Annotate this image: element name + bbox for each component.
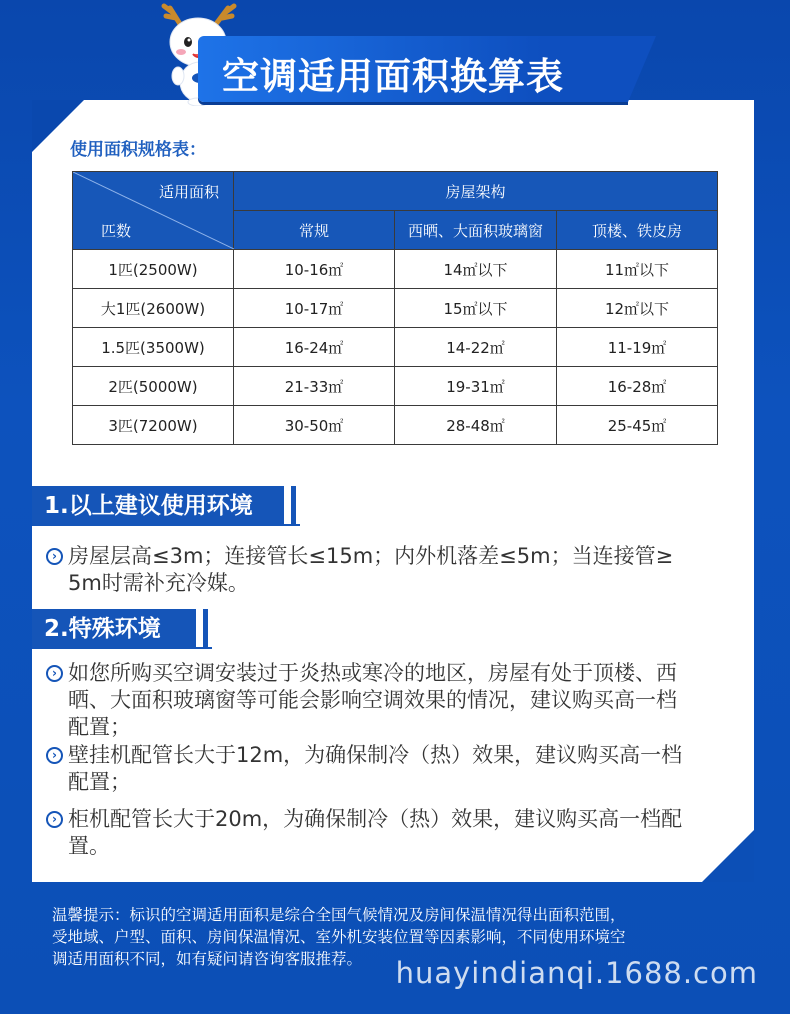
section-heading-2 bbox=[32, 609, 196, 649]
page-title: 空调适用面积换算表 bbox=[222, 55, 564, 98]
tip-line: 调适用面积不同，如有疑问请咨询客服推荐。 bbox=[52, 950, 363, 968]
list-item bbox=[46, 660, 736, 741]
table-cell: 10-16㎡ bbox=[234, 250, 395, 289]
group-header: 房屋架构 bbox=[234, 172, 718, 211]
chevron-right-icon: › bbox=[46, 665, 63, 682]
section-heading-1-label: 1.以上建议使用环境 bbox=[44, 493, 253, 519]
heading-accent-bar bbox=[291, 486, 296, 526]
row-label: 1.5匹(3500W) bbox=[73, 328, 234, 367]
column-header: 常规 bbox=[234, 211, 395, 250]
section-underline bbox=[32, 647, 212, 649]
list-item bbox=[46, 742, 736, 796]
spec-table bbox=[72, 171, 718, 445]
table-cell: 25-45㎡ bbox=[557, 406, 718, 445]
table-row bbox=[73, 289, 718, 328]
list-item-line: 壁挂机配管长大于12m，为确保制冷（热）效果，建议购买高一档 bbox=[68, 743, 683, 767]
list-item-line: 柜机配管长大于20m，为确保制冷（热）效果，建议购买高一档配 bbox=[68, 807, 683, 831]
chevron-right-icon: › bbox=[46, 548, 63, 565]
row-label: 2匹(5000W) bbox=[73, 367, 234, 406]
corner-label-area: 适用面积 bbox=[158, 183, 219, 201]
list-item-line: 置。 bbox=[68, 834, 110, 858]
list-item-line: 配置； bbox=[68, 715, 131, 739]
table-row bbox=[73, 328, 718, 367]
list-item-line: 如您所购买空调安装过于炎热或寒冷的地区，房屋有处于顶楼、西 bbox=[68, 661, 677, 685]
row-label: 3匹(7200W) bbox=[73, 406, 234, 445]
table-cell: 21-33㎡ bbox=[234, 367, 395, 406]
table-cell: 16-24㎡ bbox=[234, 328, 395, 367]
heading-accent-bar bbox=[203, 609, 208, 649]
table-cell: 14㎡以下 bbox=[395, 250, 557, 289]
section-underline bbox=[32, 524, 300, 526]
tip-line: 温馨提示：标识的空调适用面积是综合全国气候情况及房间保温情况得出面积范围， bbox=[52, 906, 626, 924]
table-cell: 14-22㎡ bbox=[395, 328, 557, 367]
watermark: huayindianqi.1688.com bbox=[395, 956, 758, 990]
table-cell: 10-17㎡ bbox=[234, 289, 395, 328]
tip-line: 受地域、户型、面积、房间保温情况、室外机安装位置等因素影响，不同使用环境空 bbox=[52, 928, 626, 946]
list-item-line: 房屋层高≤3m；连接管长≤15m；内外机落差≤5m；当连接管≥ bbox=[68, 544, 674, 568]
table-cell: 11-19㎡ bbox=[557, 328, 718, 367]
table-cell: 19-31㎡ bbox=[395, 367, 557, 406]
section-heading-1 bbox=[32, 486, 284, 526]
corner-label-hp: 匹数 bbox=[101, 222, 132, 240]
section-heading-2-label: 2.特殊环境 bbox=[44, 616, 161, 642]
table-cell: 30-50㎡ bbox=[234, 406, 395, 445]
table-cell: 16-28㎡ bbox=[557, 367, 718, 406]
column-header: 顶楼、铁皮房 bbox=[557, 211, 718, 250]
table-row bbox=[73, 250, 718, 289]
chevron-right-icon: › bbox=[46, 811, 63, 828]
list-item-line: 配置； bbox=[68, 770, 131, 794]
table-cell: 15㎡以下 bbox=[395, 289, 557, 328]
list-item-line: 晒、大面积玻璃窗等可能会影响空调效果的情况，建议购买高一档 bbox=[68, 688, 677, 712]
table-cell: 12㎡以下 bbox=[557, 289, 718, 328]
table-cell: 28-48㎡ bbox=[395, 406, 557, 445]
row-label: 大1匹(2600W) bbox=[73, 289, 234, 328]
list-item-line: 5m时需补充冷媒。 bbox=[68, 571, 249, 595]
table-corner-header bbox=[73, 172, 234, 250]
table-caption: 使用面积规格表： bbox=[70, 140, 206, 160]
table-row bbox=[73, 406, 718, 445]
chevron-right-icon: › bbox=[46, 747, 63, 764]
row-label: 1匹(2500W) bbox=[73, 250, 234, 289]
column-header: 西晒、大面积玻璃窗 bbox=[395, 211, 557, 250]
list-item bbox=[46, 543, 736, 597]
list-item bbox=[46, 806, 736, 860]
table-row bbox=[73, 367, 718, 406]
table-cell: 11㎡以下 bbox=[557, 250, 718, 289]
